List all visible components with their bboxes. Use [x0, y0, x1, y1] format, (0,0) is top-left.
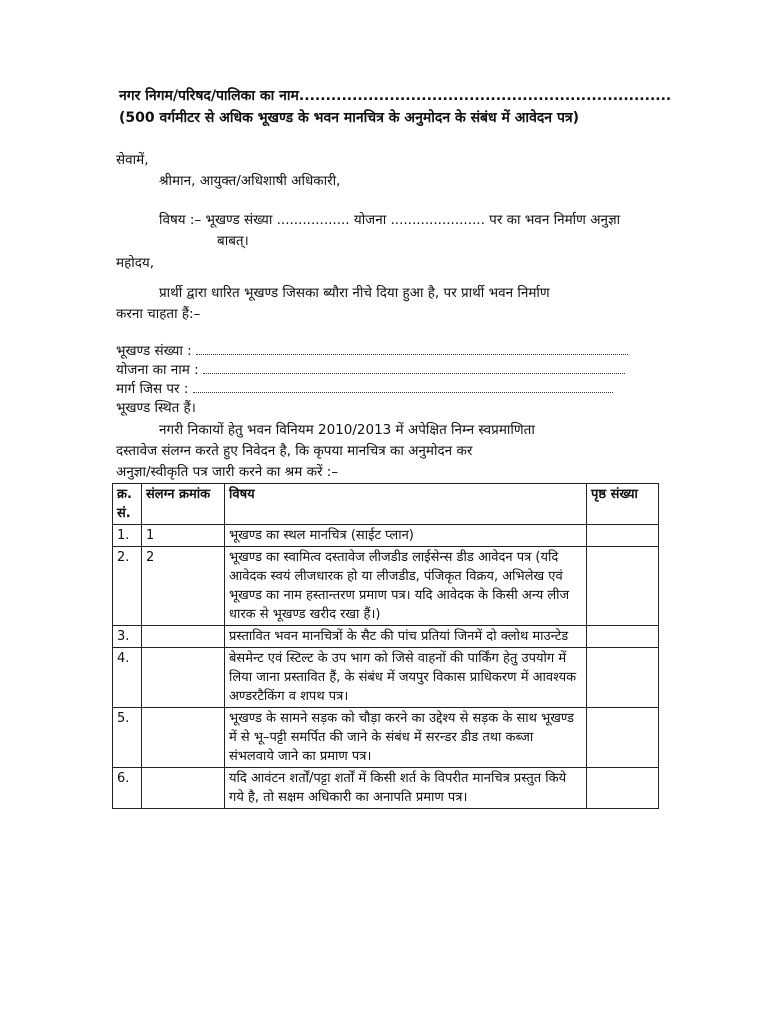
municipal-body-title: नगर निगम/परिषद/पालिका का नाम......................................................................	[119, 88, 672, 104]
serial-no-cell: 4.	[113, 648, 142, 708]
table-row	[113, 547, 659, 626]
table-row	[113, 626, 659, 648]
scheme-name-label: योजना का नाम :	[116, 362, 199, 378]
page-no-cell[interactable]	[587, 626, 659, 648]
table-row	[113, 525, 659, 547]
serial-no-cell: 2.	[113, 547, 142, 626]
body-paragraph-1-line-2: करना चाहता हैं:–	[116, 306, 201, 322]
body-paragraph-1-line-1: प्रार्थी द्वारा धारित भूखण्ड जिसका ब्यौरा नीचे दिया हुआ है, पर प्रार्थी भवन निर्माण	[159, 285, 550, 301]
page-no-cell[interactable]	[587, 708, 659, 768]
road-blank[interactable]	[193, 380, 613, 393]
serial-no-cell: 1.	[113, 525, 142, 547]
annexure-cell: 1	[142, 525, 225, 547]
subject-line: विषय :– भूखण्ड संख्या ................. योजना ...................... पर का भवन निर्माण अनुज्ञा	[159, 212, 621, 228]
annexure-cell	[142, 626, 225, 648]
salutation: सेवामें,	[116, 152, 149, 168]
header-subject: विषय	[225, 484, 587, 525]
subject-cell: यदि आवंटन शर्तों/पट्टा शर्तों में किसी शर्त के विपरीत मानचित्र प्रस्तुत किये गये है, तो सक्षम अधिकारी का अनापति प्रमाण पत्र।	[225, 768, 587, 809]
plot-number-field[interactable]	[116, 342, 628, 361]
form-subtitle: (500 वर्गमीटर से अधिक भूखण्ड के भवन मानचित्र के अनुमोदन के संबंध में आवेदन पत्र)	[119, 110, 580, 126]
road-field[interactable]	[116, 380, 613, 399]
serial-no-cell: 6.	[113, 768, 142, 809]
page-no-cell[interactable]	[587, 547, 659, 626]
serial-no-cell: 5.	[113, 708, 142, 768]
subject-cell: भूखण्ड के सामने सड़क को चौड़ा करने का उद्देश्य से सड़क के साथ भूखण्ड में से भू–पट्टी समर्पित की जाने के संबंध में सरन्डर डीड तथा कब्जा संभलवाये जाने का प्रमाण पत्र।	[225, 708, 587, 768]
serial-no-cell: 3.	[113, 626, 142, 648]
page-no-cell[interactable]	[587, 648, 659, 708]
plot-situated-label: भूखण्ड स्थित हैं।	[116, 400, 196, 416]
scheme-name-blank[interactable]	[203, 361, 625, 374]
annexure-cell	[142, 708, 225, 768]
table-header-row	[113, 484, 659, 525]
header-page-no: पृष्ठ संख्या	[587, 484, 659, 525]
subject-line-continuation: बाबत्।	[217, 233, 249, 249]
documents-table	[112, 483, 659, 809]
table-row	[113, 708, 659, 768]
subject-cell: प्रस्तावित भवन मानचित्रों के सैट की पांच प्रतियां जिनमें दो क्लोथ माउन्टेड	[225, 626, 587, 648]
addressee: श्रीमान, आयुक्त/अधिशाषी अधिकारी,	[159, 173, 341, 189]
body-paragraph-2-line-2: दस्तावेज संलग्न करते हुए निवेदन है, कि कृपया मानचित्र का अनुमोदन कर	[116, 443, 473, 459]
plot-number-blank[interactable]	[196, 342, 628, 355]
subject-cell: बेसमेन्ट एवं स्टिल्ट के उप भाग को जिसे वाहनों की पार्किंग हेतु उपयोग में लिया जाना प्रस्तावित हैं, के संबंध में जयपुर विकास प्राधिकरण में आवश्यक अण्डरटैकिंग व शपथ पत्र।	[225, 648, 587, 708]
body-paragraph-2-line-3: अनुज्ञा/स्वीकृति पत्र जारी करने का श्रम करें :–	[116, 464, 339, 480]
scheme-name-field[interactable]	[116, 361, 625, 380]
annexure-cell: 2	[142, 547, 225, 626]
annexure-cell	[142, 768, 225, 809]
body-paragraph-2-line-1: नगरी निकायों हेतु भवन विनियम 2010/2013 में अपेक्षित निम्न स्वप्रमाणिता	[159, 422, 535, 438]
table-row	[113, 648, 659, 708]
plot-number-label: भूखण्ड संख्या :	[116, 343, 192, 359]
page-no-cell[interactable]	[587, 525, 659, 547]
page-no-cell[interactable]	[587, 768, 659, 809]
header-annexure-no: संलग्न क्रमांक	[142, 484, 225, 525]
greeting: महोदय,	[116, 255, 155, 271]
table-row	[113, 768, 659, 809]
subject-cell: भूखण्ड का स्थल मानचित्र (साईट प्लान)	[225, 525, 587, 547]
annexure-cell	[142, 648, 225, 708]
road-label: मार्ग जिस पर :	[116, 381, 189, 397]
header-serial-no: क्र. सं.	[113, 484, 142, 525]
subject-cell: भूखण्ड का स्वामित्व दस्तावेज लीजडीड लाईसेन्स डीड आवेदन पत्र (यदि आवेदक स्वयं लीजधारक हो या लीजडीड, पंजिकृत विक्रय, अभिलेख एवं भूखण्ड का नाम हस्तान्तरण प्रमाण पत्र। यदि आवेदक के किसी अन्य लीज धारक से भूखण्ड खरीद रखा हैं।)	[225, 547, 587, 626]
